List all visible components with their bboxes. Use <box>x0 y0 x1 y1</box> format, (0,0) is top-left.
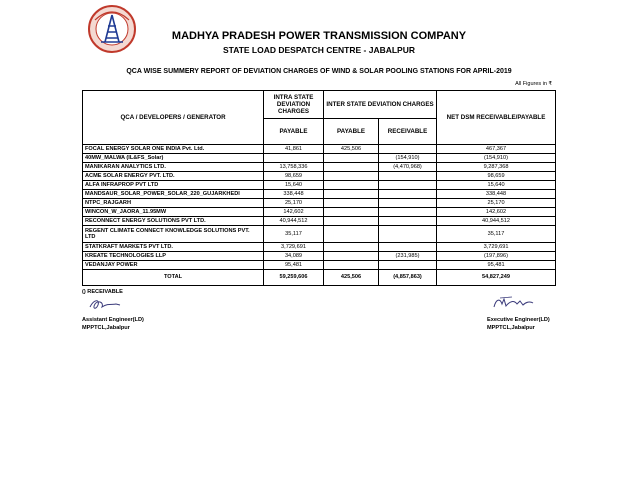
table-row <box>83 172 556 181</box>
table-row <box>83 145 556 154</box>
row-inter-receivable: (154,910) <box>379 154 437 163</box>
header-net-dsm: NET DSM RECEIVABLE/PAYABLE <box>437 91 556 145</box>
receivable-note: () RECEIVABLE <box>82 289 123 295</box>
row-inter-receivable <box>379 261 437 270</box>
row-name: ALFA INFRAPROP PVT LTD <box>83 181 264 190</box>
table-row <box>83 252 556 261</box>
row-inter-payable <box>324 154 379 163</box>
row-name: REGENT CLIMATE CONNECT KNOWLEDGE SOLUTIONS PVT. LTD <box>83 226 264 243</box>
row-intra-payable: 142,602 <box>264 208 324 217</box>
row-inter-receivable <box>379 190 437 199</box>
row-intra-payable: 35,117 <box>264 226 324 243</box>
row-intra-payable: 95,481 <box>264 261 324 270</box>
total-label: TOTAL <box>83 270 264 286</box>
row-name: WINCON_W_JAORA_11.95MW <box>83 208 264 217</box>
total-net: 54,827,249 <box>437 270 556 286</box>
row-net: 25,170 <box>437 199 556 208</box>
row-inter-receivable <box>379 226 437 243</box>
row-name: MANDSAUR_SOLAR_POWER_SOLAR_220_GUJARKHEDI <box>83 190 264 199</box>
row-intra-payable: 13,758,336 <box>264 163 324 172</box>
row-net: 98,659 <box>437 172 556 181</box>
row-inter-receivable <box>379 145 437 154</box>
total-intra-payable: 59,259,606 <box>264 270 324 286</box>
figures-note: All Figures in ₹ <box>515 81 552 87</box>
row-name: NTPC_RAJGARH <box>83 199 264 208</box>
total-inter-payable: 425,506 <box>324 270 379 286</box>
row-name: FOCAL ENERGY SOLAR ONE INDIA Pvt. Ltd. <box>83 145 264 154</box>
row-net: 35,117 <box>437 226 556 243</box>
company-title: MADHYA PRADESH POWER TRANSMISSION COMPANY <box>171 30 467 42</box>
table-row <box>83 181 556 190</box>
table-row <box>83 154 556 163</box>
assistant-engineer-signature <box>86 297 124 311</box>
row-intra-payable: 34,089 <box>264 252 324 261</box>
table-row <box>83 190 556 199</box>
row-net: 95,481 <box>437 261 556 270</box>
row-name: ACME SOLAR ENERGY PVT. LTD. <box>83 172 264 181</box>
row-net: 9,287,368 <box>437 163 556 172</box>
row-net: 3,729,691 <box>437 243 556 252</box>
table-row <box>83 261 556 270</box>
row-inter-receivable <box>379 243 437 252</box>
table-row <box>83 243 556 252</box>
row-name: RECONNECT ENERGY SOLUTIONS PVT LTD. <box>83 217 264 226</box>
total-inter-receivable: (4,857,863) <box>379 270 437 286</box>
row-inter-receivable <box>379 181 437 190</box>
left-officer-org: MPPTCL,Jabalpur <box>82 325 130 331</box>
deviation-charges-table <box>82 90 556 286</box>
centre-subtitle: STATE LOAD DESPATCH CENTRE - JABALPUR <box>222 45 416 55</box>
row-net: 467,367 <box>437 145 556 154</box>
row-name: STATKRAFT MARKETS PVT LTD. <box>83 243 264 252</box>
report-title: QCA WISE SUMMERY REPORT OF DEVIATION CHARGES OF WIND & SOLAR POOLING STATIONS FOR APRIL-2019 <box>126 68 512 75</box>
row-name: KREATE TECHNOLOGIES LLP <box>83 252 264 261</box>
table-row <box>83 199 556 208</box>
row-intra-payable: 25,170 <box>264 199 324 208</box>
row-intra-payable <box>264 154 324 163</box>
header-inter-state: INTER STATE DEVIATION CHARGES <box>324 91 437 119</box>
row-inter-payable <box>324 252 379 261</box>
row-inter-payable <box>324 217 379 226</box>
row-net: 40,944,512 <box>437 217 556 226</box>
row-inter-receivable <box>379 172 437 181</box>
row-intra-payable: 15,640 <box>264 181 324 190</box>
row-intra-payable: 98,659 <box>264 172 324 181</box>
table-row <box>83 163 556 172</box>
row-inter-receivable <box>379 217 437 226</box>
row-net: 15,640 <box>437 181 556 190</box>
row-intra-payable: 41,861 <box>264 145 324 154</box>
row-net: 142,602 <box>437 208 556 217</box>
header-intra-payable: PAYABLE <box>264 119 324 145</box>
row-inter-payable <box>324 226 379 243</box>
row-inter-payable <box>324 261 379 270</box>
row-inter-payable: 425,506 <box>324 145 379 154</box>
right-officer-org: MPPTCL,Jabalpur <box>487 325 535 331</box>
row-inter-payable <box>324 243 379 252</box>
header-qca: QCA / DEVELOPERS / GENERATOR <box>83 91 264 145</box>
executive-engineer-signature <box>490 295 536 311</box>
table-row <box>83 217 556 226</box>
row-net: (197,896) <box>437 252 556 261</box>
header-inter-receivable: RECEIVABLE <box>379 119 437 145</box>
row-name: VEDANJAY POWER <box>83 261 264 270</box>
row-inter-payable <box>324 208 379 217</box>
row-inter-receivable <box>379 208 437 217</box>
row-name: MANIKARAN ANALYTICS LTD. <box>83 163 264 172</box>
row-inter-payable <box>324 199 379 208</box>
right-officer-title: Executive Engineer(LD) <box>487 317 550 323</box>
header-intra-state: INTRA STATE DEVIATION CHARGES <box>264 91 324 119</box>
row-name: 40MW_MALWA (IL&FS_Solar) <box>83 154 264 163</box>
row-intra-payable: 40,944,512 <box>264 217 324 226</box>
left-officer-title: Assistant Engineer(LD) <box>82 317 144 323</box>
header-inter-payable: PAYABLE <box>324 119 379 145</box>
row-inter-payable <box>324 163 379 172</box>
row-intra-payable: 3,729,691 <box>264 243 324 252</box>
row-inter-payable <box>324 181 379 190</box>
row-inter-payable <box>324 172 379 181</box>
table-row <box>83 226 556 243</box>
row-intra-payable: 338,448 <box>264 190 324 199</box>
row-inter-payable <box>324 190 379 199</box>
row-inter-receivable: (4,470,968) <box>379 163 437 172</box>
row-net: 338,448 <box>437 190 556 199</box>
total-row <box>83 270 556 286</box>
table-row <box>83 208 556 217</box>
row-inter-receivable: (231,985) <box>379 252 437 261</box>
row-inter-receivable <box>379 199 437 208</box>
row-net: (154,910) <box>437 154 556 163</box>
